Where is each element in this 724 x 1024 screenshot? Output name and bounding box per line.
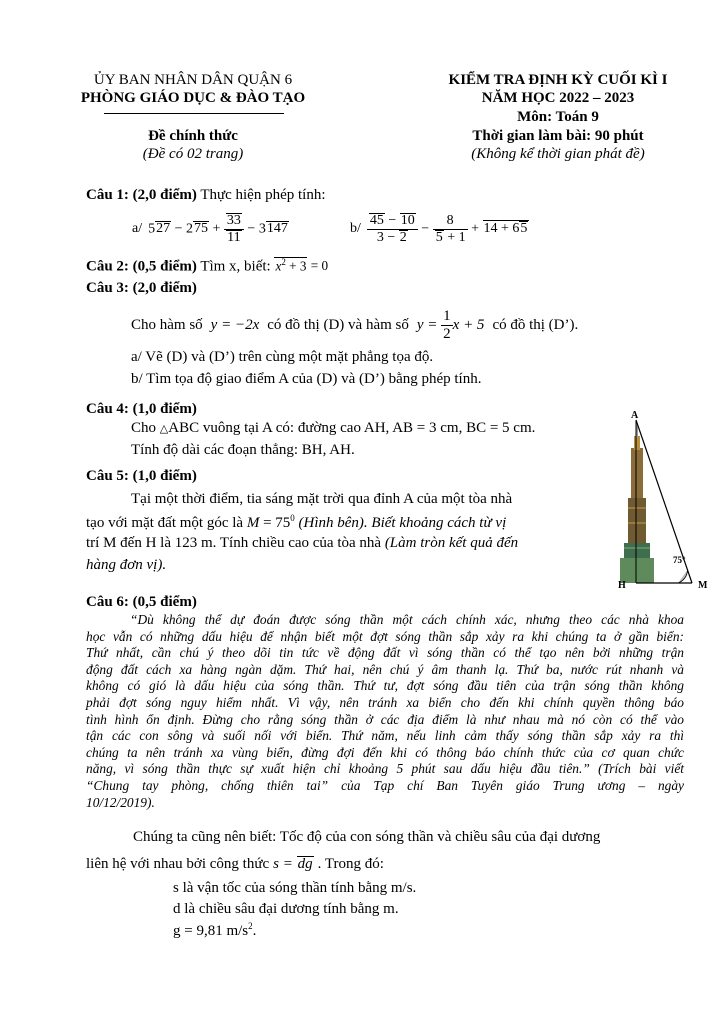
- q2-equation: $x^2 + 3 = 0$: [275, 257, 329, 274]
- q4-line-1: Cho △ABC vuông tại A có: đường cao AH, AB = 3 cm, BC = 5 cm.: [131, 420, 536, 436]
- school-year: NĂM HỌC 2022 – 2023: [481, 90, 635, 106]
- building-diagram: [598, 408, 716, 592]
- question-3: Câu 3: (2,0 điểm): [86, 280, 197, 296]
- label-angle: 75°: [673, 555, 686, 565]
- building-figure: [598, 408, 716, 592]
- q1-part-a: a/ 527 − 275 + $\frac{33}{11}$ − 3147: [132, 212, 288, 245]
- question-4: Câu 4: (1,0 điểm): [86, 401, 197, 417]
- var-s: s là vận tốc của sóng thần tính bằng m/s.: [173, 880, 417, 896]
- tsunami-quote: “Dù không thể dự đoán được sóng thần một cách chính xác, nhưng theo các nhà khoa học vẫn có những dấu hiệu để nhận biết một đợt sóng thần sắp xảy ra khi chúng ta ở gần biển: Thứ nhất, cần chú ý theo dõi tin tức về động đất vì sóng thần có thể tạo nên bởi những trận động đất cách xa hàng ngàn dặm. Thứ hai, nên chú ý âm thanh lạ. Thứ ba, nước rút nhanh và không có gió là dấu hiệu của sóng thần. Thứ tư, đợt sóng đầu tiên của trận sóng thần không phải đợt sóng nguy hiểm nhất. Vì vậy, nên tránh xa biển cho đến khi chính quyền thông báo tình hình ổn định. Đừng cho rằng sóng thần ở các địa điểm là như nhau mà nó còn có thể vào tận các con sông và suối nối với biển. Thứ năm, nếu linh cảm thấy sóng thần sắp xảy ra thì chúng ta nên tránh xa vùng biển, đừng đợi đến khi có thông báo chính thức của cơ quan chức năng, vì sóng thần thực sự xuất hiện chỉ khoảng 5 phút sau dấu hiệu đầu tiên.” (Trích bài viết “Chung tay phòng, chống thiên tai” của Tạp chí Ban Tuyên giáo Trung ương – ngày 10/12/2019).: [86, 612, 684, 810]
- q6-paragraph-2: liên hệ với nhau bởi công thức s = dg . Trong đó:: [86, 855, 384, 872]
- question-5: Câu 5: (1,0 điểm): [86, 468, 197, 484]
- label-a: A: [631, 410, 639, 421]
- exam-title: KIỂM TRA ĐỊNH KỲ CUỐI KÌ I: [448, 72, 668, 88]
- question-1: Câu 1: (2,0 điểm) Thực hiện phép tính:: [86, 187, 326, 203]
- q3-part-b: b/ Tìm tọa độ giao điểm A của (D) và (D’) bằng phép tính.: [131, 371, 482, 387]
- question-6: Câu 6: (0,5 điểm): [86, 594, 197, 610]
- label-h: H: [618, 580, 626, 591]
- page-count: (Đề có 02 trang): [142, 146, 244, 162]
- q5-line-1: Tại một thời điểm, tia sáng mặt trời qua đỉnh A của một tòa nhà: [131, 491, 513, 507]
- duration-note: (Không kể thời gian phát đề): [471, 146, 645, 162]
- q4-line-2: Tính độ dài các đoạn thẳng: BH, AH.: [131, 442, 355, 458]
- exam-duration: Thời gian làm bài: 90 phút: [472, 128, 644, 144]
- official-label: Đề chính thức: [148, 128, 238, 144]
- q5-line-4: hàng đơn vị).: [86, 557, 167, 573]
- function-d: y = −2x: [210, 316, 260, 333]
- question-2: Câu 2: (0,5 điểm) Tìm x, biết: $x^2 + 3 = 0$: [86, 257, 329, 275]
- header-department: PHÒNG GIÁO DỤC & ĐÀO TẠO: [80, 90, 306, 106]
- header-divider: [104, 113, 284, 114]
- q5-line-2: tạo với mặt đất một góc là $M = 75^0$ (Hình bên). Biết khoảng cách từ vị: [86, 513, 507, 531]
- triangle-symbol-icon: △: [159, 423, 169, 435]
- q3-part-a: a/ Vẽ (D) và (D’) trên cùng một mặt phẳng tọa độ.: [131, 349, 434, 365]
- tower-image: [620, 424, 654, 583]
- header-authority: ỦY BAN NHÂN DÂN QUẬN 6: [93, 72, 293, 88]
- q5-line-3: trí M đến H là 123 m. Tính chiều cao của tòa nhà (Làm tròn kết quả đến: [86, 535, 519, 551]
- var-d: d là chiều sâu đại dương tính bằng m.: [173, 901, 399, 917]
- angle-arc: [678, 570, 688, 583]
- q1b-expression: $\frac{45 - 10}{3 - 2}$ − $\frac{8}{5 + 1}$ + 14 + 65: [367, 213, 530, 246]
- subject: Môn: Toán 9: [517, 109, 599, 125]
- q1a-expression: 527 − 275 + $\frac{33}{11}$ − 3147: [148, 212, 288, 245]
- q3-statement: Cho hàm số y = −2x có đồ thị (D) và hàm số y = $\frac{1}{2}$ x + 5 có đồ thị (D’).: [131, 307, 579, 342]
- function-d-prime: y = $\frac{1}{2}$ x + 5: [416, 307, 485, 342]
- tsunami-formula: s = dg: [273, 855, 313, 872]
- q6-paragraph-1: Chúng ta cũng nên biết: Tốc độ của con sóng thần và chiều sâu của đại dương: [133, 829, 601, 845]
- angle-m: M: [246, 515, 260, 531]
- q1-part-b: b/ $\frac{45 - 10}{3 - 2}$ − $\frac{8}{5 + 1}$ + 14 + 65: [350, 212, 528, 245]
- label-m: M: [698, 580, 708, 591]
- var-g: g = 9,81 $m/s^2$.: [173, 921, 257, 939]
